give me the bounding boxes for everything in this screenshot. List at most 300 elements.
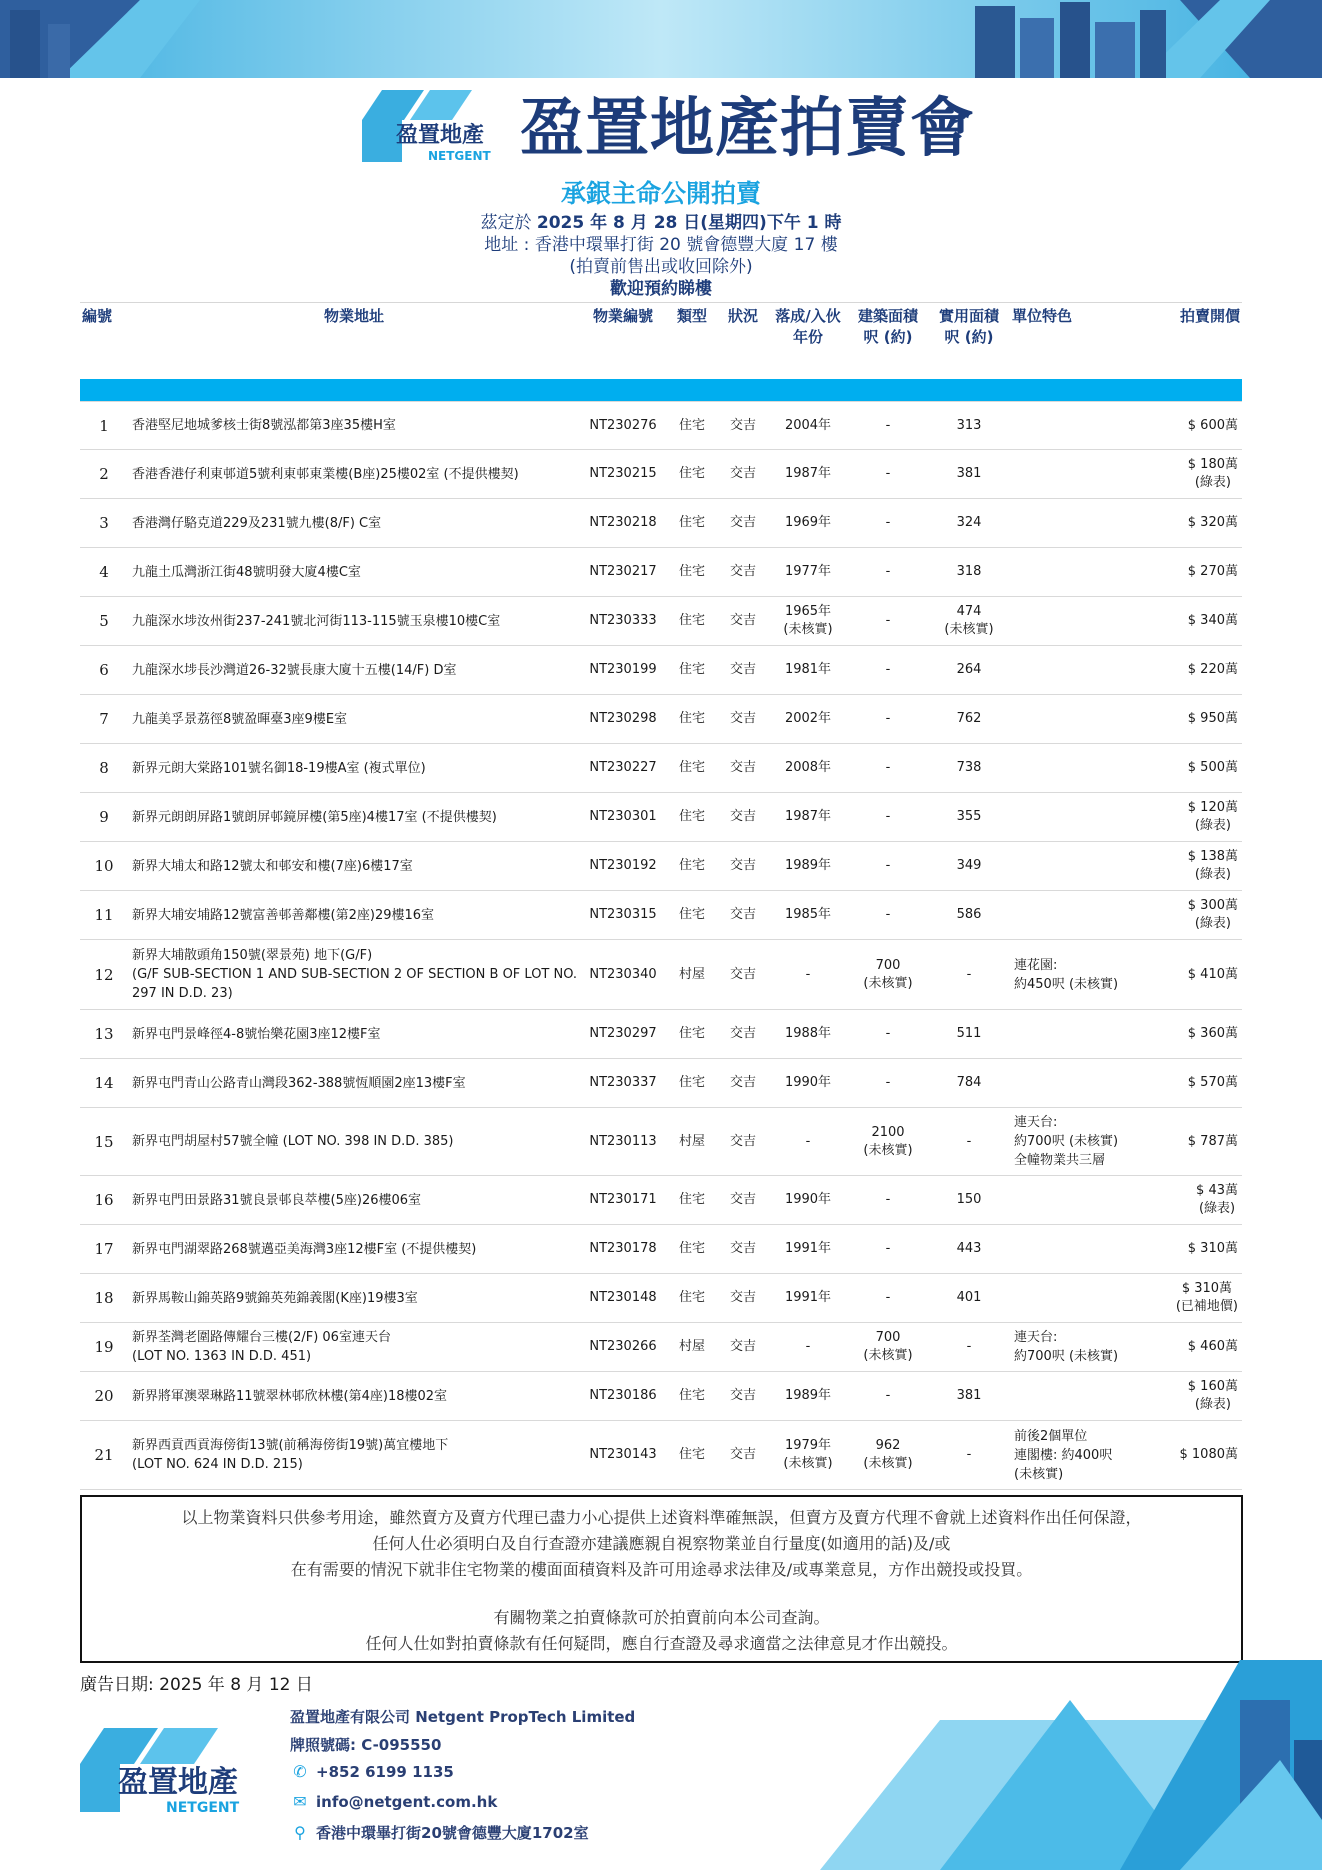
cell-type-text: 住宅	[678, 417, 705, 433]
cell-number	[80, 1225, 128, 1274]
cell-saleable-area-text: 784	[956, 1075, 982, 1090]
cell-gross-area	[848, 793, 928, 842]
cell-status	[718, 499, 768, 548]
cell-address	[128, 793, 580, 842]
cell-number-text: 13	[94, 1025, 114, 1043]
cell-type	[666, 940, 718, 1010]
email-row	[290, 1792, 497, 1811]
cell-year-text: 1990年	[784, 1192, 832, 1207]
cell-status	[718, 744, 768, 793]
cell-type	[666, 1010, 718, 1059]
cell-number-text: 19	[94, 1338, 114, 1356]
cell-address-text: 新界荃灣老圍路傳耀台三樓(2/F) 06室連天台	[132, 1330, 391, 1345]
cell-address	[128, 499, 580, 548]
cell-feature	[1010, 891, 1150, 940]
cell-saleable-area-text: -	[966, 1133, 972, 1149]
cell-address-text: 新界屯門景峰徑4-8號怡樂花園3座12樓F室	[132, 1026, 381, 1042]
cell-feature	[1010, 793, 1150, 842]
cell-price-text: $ 160萬	[1187, 1379, 1238, 1394]
cell-year	[768, 793, 848, 842]
cell-type	[666, 499, 718, 548]
cell-status-text: 交吉	[729, 1339, 756, 1354]
cell-status	[718, 1372, 768, 1421]
cell-price	[1150, 1274, 1242, 1323]
cell-type	[666, 1108, 718, 1176]
cell-gross-area	[848, 1059, 928, 1108]
cell-property-code-text: NT230113	[589, 1133, 657, 1149]
cell-gross-area-text: -	[885, 417, 891, 433]
cell-gross-area	[848, 1372, 928, 1421]
cell-number	[80, 744, 128, 793]
cell-property-code	[580, 940, 666, 1010]
cell-type	[666, 1176, 718, 1225]
cell-price	[1150, 597, 1242, 646]
cell-year-text: 1977年	[784, 564, 832, 579]
phone-icon: ✆	[293, 1762, 307, 1781]
cell-address	[128, 1421, 580, 1490]
cell-year-text: 1991年	[784, 1290, 832, 1305]
cell-price-text: $ 270萬	[1187, 564, 1238, 579]
cell-address-text: 九龍深水埗汝州街237-241號北河街113-115號玉泉樓10樓C室	[132, 613, 501, 629]
cell-year	[768, 744, 848, 793]
auction-date-value: 2025 年 8 月 28 日(星期四)下午 1 時	[536, 213, 842, 233]
table-row	[80, 891, 1242, 940]
cell-year	[768, 1421, 848, 1490]
cell-gross-area-text: 700	[875, 1330, 901, 1345]
table-row	[80, 940, 1242, 1010]
cell-saleable-area	[928, 499, 1010, 548]
cell-type-text: 住宅	[678, 809, 705, 824]
cell-gross-area-text: -	[885, 711, 891, 726]
cell-status	[718, 1274, 768, 1323]
cell-status	[718, 1010, 768, 1059]
cell-type	[666, 1323, 718, 1372]
svg-text:NETGENT: NETGENT	[428, 149, 491, 163]
cell-number	[80, 450, 128, 499]
license-number: 牌照號碼: C-095550	[290, 1736, 442, 1754]
cell-saleable-area-text: 349	[956, 858, 982, 873]
cell-status	[718, 1225, 768, 1274]
cell-number-text: 21	[94, 1446, 114, 1464]
cell-status-text: 交吉	[729, 760, 756, 775]
cell-gross-area-text: 700	[875, 957, 901, 973]
cell-feature	[1010, 842, 1150, 891]
netgent-logo	[362, 90, 494, 166]
cell-saleable-area	[928, 548, 1010, 597]
phone-row	[290, 1762, 454, 1781]
cell-year	[768, 646, 848, 695]
cell-price	[1150, 1421, 1242, 1490]
cell-year	[768, 499, 848, 548]
cell-status	[718, 1108, 768, 1176]
cell-gross-area	[848, 402, 928, 450]
cell-status	[718, 1176, 768, 1225]
cell-type-text: 住宅	[678, 1388, 705, 1403]
cell-gross-area-text: -	[885, 1026, 891, 1041]
cell-feature	[1010, 1176, 1150, 1225]
cell-status	[718, 793, 768, 842]
cell-year-text: 1990年	[784, 1075, 832, 1090]
cell-address	[128, 891, 580, 940]
cell-year	[768, 1323, 848, 1372]
cell-year	[768, 891, 848, 940]
cell-status-text: 交吉	[729, 417, 756, 433]
table-row	[80, 1225, 1242, 1274]
cell-status-text: 交吉	[729, 662, 756, 677]
cell-property-code-text: NT230276	[589, 417, 657, 433]
cell-gross-area-text: -	[885, 1192, 891, 1207]
advertisement-date: 廣告日期: 2025 年 8 月 12 日	[80, 1675, 313, 1695]
table-row	[80, 842, 1242, 891]
cell-property-code-text: NT230217	[589, 564, 657, 579]
cell-type-text: 住宅	[678, 1192, 705, 1207]
table-row	[80, 1010, 1242, 1059]
cell-feature	[1010, 1323, 1150, 1372]
cell-year-text: 2002年	[784, 711, 832, 726]
cell-price-text: $ 600萬	[1187, 417, 1238, 433]
cell-address	[128, 940, 580, 1010]
cell-gross-area-text: -	[885, 515, 891, 530]
cell-saleable-area-text: 511	[956, 1026, 982, 1041]
cell-gross-area-text: -	[885, 809, 891, 824]
cell-price	[1150, 1010, 1242, 1059]
cell-number	[80, 842, 128, 891]
cell-status-text: 交吉	[729, 711, 756, 726]
cell-address-text: 新界馬鞍山錦英路9號錦英苑錦義閣(K座)19樓3室	[132, 1290, 418, 1306]
cell-feature-text: (未核實)	[1014, 1466, 1064, 1482]
cell-number	[80, 646, 128, 695]
table-row	[80, 1176, 1242, 1225]
cell-property-code-text: NT230192	[589, 858, 657, 873]
cell-address	[128, 1108, 580, 1176]
cell-address-text: 九龍土瓜灣浙江街48號明發大廈4樓C室	[132, 564, 361, 580]
col-header-no: 編號	[80, 303, 128, 380]
cell-saleable-area	[928, 1323, 1010, 1372]
cell-price	[1150, 1225, 1242, 1274]
phone-number[interactable]: +852 6199 1135	[316, 1763, 454, 1781]
cell-status	[718, 891, 768, 940]
cell-gross-area	[848, 1108, 928, 1176]
cell-price-text: $ 570萬	[1187, 1075, 1238, 1090]
cell-address-text: 新界元朗大棠路101號名御18-19樓A室 (複式單位)	[132, 760, 426, 776]
cell-property-code-text: NT230148	[589, 1290, 657, 1305]
cell-saleable-area	[928, 891, 1010, 940]
auction-subtitle: 承銀主命公開拍賣	[560, 179, 761, 208]
cell-year	[768, 1274, 848, 1323]
cell-price-text: $ 950萬	[1187, 711, 1238, 726]
cell-saleable-area	[928, 744, 1010, 793]
cell-year-text: 1988年	[784, 1026, 832, 1041]
cell-price-text: $ 500萬	[1187, 760, 1238, 775]
cell-year-text: 1969年	[784, 515, 832, 530]
cell-saleable-area-text: 401	[956, 1290, 982, 1305]
cell-feature	[1010, 1108, 1150, 1176]
table-header-row	[80, 303, 1242, 380]
cell-type	[666, 646, 718, 695]
cell-status	[718, 646, 768, 695]
cell-type	[666, 402, 718, 450]
cell-saleable-area	[928, 793, 1010, 842]
cell-gross-area-text: 2100	[871, 1124, 905, 1140]
cell-address	[128, 450, 580, 499]
cell-price-text: $ 43萬	[1196, 1183, 1238, 1198]
cell-gross-area	[848, 1225, 928, 1274]
cell-status	[718, 1323, 768, 1372]
cell-number	[80, 1421, 128, 1490]
cell-saleable-area	[928, 1108, 1010, 1176]
cell-price	[1150, 646, 1242, 695]
cell-saleable-area-text: 381	[956, 1388, 982, 1403]
cell-type-text: 住宅	[678, 760, 705, 775]
disclaimer-line: 有關物業之拍賣條款可於拍賣前向本公司查詢。	[493, 1608, 830, 1627]
cell-price	[1150, 402, 1242, 450]
cell-gross-area-text: -	[885, 662, 891, 677]
cell-saleable-area-text: 586	[956, 907, 982, 922]
cell-feature	[1010, 744, 1150, 793]
cell-type	[666, 1225, 718, 1274]
cell-gross-area	[848, 1274, 928, 1323]
cell-feature-text: 約700呎 (未核實)	[1014, 1349, 1119, 1364]
table-row	[80, 1274, 1242, 1323]
cell-property-code	[580, 402, 666, 450]
cell-gross-area	[848, 597, 928, 646]
cell-type	[666, 744, 718, 793]
cell-gross-area	[848, 646, 928, 695]
cell-type-text: 住宅	[678, 1290, 705, 1305]
table-row	[80, 1059, 1242, 1108]
cell-address	[128, 548, 580, 597]
cell-type-text: 住宅	[678, 907, 705, 922]
cell-price	[1150, 842, 1242, 891]
cell-type-text: 住宅	[678, 466, 705, 481]
cell-gross-area-text: (未核實)	[863, 1348, 913, 1363]
cell-price	[1150, 940, 1242, 1010]
cell-saleable-area-text: 381	[956, 466, 982, 481]
cell-property-code	[580, 450, 666, 499]
table-row	[80, 450, 1242, 499]
cell-saleable-area	[928, 1059, 1010, 1108]
cell-price-text: (已補地價)	[1175, 1299, 1238, 1314]
disclaimer-box	[80, 1495, 1243, 1663]
table-row	[80, 1323, 1242, 1372]
cell-type	[666, 793, 718, 842]
cell-property-code	[580, 891, 666, 940]
cell-year-text: 1979年	[784, 1438, 832, 1453]
cell-address-text: 香港堅尼地城爹核士街8號泓都第3座35樓H室	[132, 418, 396, 433]
cell-type-text: 住宅	[678, 858, 705, 873]
cell-gross-area-text: -	[885, 1388, 891, 1403]
table-row	[80, 1372, 1242, 1421]
top-banner	[0, 0, 1322, 78]
cell-year-text: 1985年	[784, 907, 832, 922]
cell-address-text: 香港香港仔利東邨道5號利東邨東業樓(B座)25樓02室 (不提供樓契)	[132, 466, 519, 482]
cell-gross-area	[848, 1176, 928, 1225]
cell-year	[768, 695, 848, 744]
address-row	[290, 1822, 589, 1843]
cell-status	[718, 1421, 768, 1490]
cell-gross-area-text: -	[885, 613, 891, 628]
cell-address	[128, 744, 580, 793]
cell-gross-area-text: -	[885, 1290, 891, 1305]
cell-address	[128, 1372, 580, 1421]
table-row	[80, 646, 1242, 695]
cell-address	[128, 1323, 580, 1372]
cell-price	[1150, 548, 1242, 597]
cell-price-text: $ 138萬	[1187, 849, 1238, 864]
cell-status-text: 交吉	[729, 613, 756, 628]
cell-address-text: 新界元朗朗屏路1號朗屏邨鏡屏樓(第5座)4樓17室 (不提供樓契)	[132, 809, 497, 825]
cell-year	[768, 940, 848, 1010]
cell-number	[80, 499, 128, 548]
table-row	[80, 695, 1242, 744]
cell-gross-area-text: -	[885, 1241, 891, 1256]
col-header-year: 落成/入伙 年份	[768, 303, 848, 380]
cell-type	[666, 1421, 718, 1490]
cell-type-text: 村屋	[678, 966, 705, 982]
cell-property-code	[580, 1176, 666, 1225]
cell-gross-area-text: (未核實)	[863, 975, 913, 991]
cell-price	[1150, 744, 1242, 793]
cell-gross-area	[848, 1010, 928, 1059]
cell-number-text: 1	[99, 416, 109, 435]
cell-status	[718, 940, 768, 1010]
email-link[interactable]: info@netgent.com.hk	[316, 1793, 498, 1811]
cell-address	[128, 646, 580, 695]
cell-saleable-area	[928, 842, 1010, 891]
cell-saleable-area-text: 474	[956, 604, 982, 619]
cell-property-code-text: NT230266	[589, 1339, 657, 1354]
cell-status-text: 交吉	[729, 1447, 756, 1462]
cell-property-code	[580, 1108, 666, 1176]
cell-number	[80, 597, 128, 646]
cell-year	[768, 1225, 848, 1274]
cell-status-text: 交吉	[729, 907, 756, 922]
cell-type	[666, 450, 718, 499]
cell-gross-area	[848, 842, 928, 891]
cell-number	[80, 1176, 128, 1225]
auction-date-prefix: 茲定於	[480, 213, 532, 233]
cell-property-code	[580, 646, 666, 695]
cell-year-text: 1987年	[784, 809, 832, 824]
cell-gross-area	[848, 548, 928, 597]
disclaimer-line: 任何人仕如對拍賣條款有任何疑問，應自行查證及尋求適當之法律意見才作出競投。	[365, 1634, 958, 1653]
cell-price	[1150, 1323, 1242, 1372]
cell-address	[128, 842, 580, 891]
cell-address-text: 新界屯門田景路31號良景邨良萃樓(5座)26樓06室	[132, 1192, 422, 1208]
cell-address-text: 新界屯門胡屋村57號全幢 (LOT NO. 398 IN D.D. 385)	[132, 1134, 454, 1149]
cell-property-code	[580, 842, 666, 891]
cell-address	[128, 1176, 580, 1225]
cell-number	[80, 1059, 128, 1108]
cell-price-text: (綠表)	[1194, 475, 1231, 490]
cell-price	[1150, 1059, 1242, 1108]
cell-price-text: $ 310萬	[1181, 1281, 1233, 1296]
cell-number-text: 20	[94, 1387, 114, 1405]
col-header-status: 狀況	[718, 303, 768, 380]
cell-address	[128, 597, 580, 646]
cell-status-text: 交吉	[729, 515, 756, 530]
cell-gross-area	[848, 744, 928, 793]
cell-type-text: 住宅	[678, 1241, 705, 1256]
accent-bar	[80, 379, 1242, 402]
cell-price-text: $ 300萬	[1187, 898, 1238, 913]
cell-year-text: 1987年	[784, 466, 832, 481]
table-row	[80, 548, 1242, 597]
cell-status-text: 交吉	[729, 809, 756, 824]
cell-type	[666, 842, 718, 891]
col-header-type: 類型	[666, 303, 718, 380]
cell-saleable-area	[928, 1010, 1010, 1059]
cell-feature-text: 連天台:	[1014, 1330, 1058, 1345]
cell-year-text: (未核實)	[783, 622, 833, 637]
property-table	[80, 302, 1242, 1490]
cell-gross-area	[848, 499, 928, 548]
cell-feature	[1010, 1421, 1150, 1490]
cell-address-text: 香港灣仔駱克道229及231號九樓(8/F) C室	[132, 515, 382, 531]
cell-year-text: -	[805, 1133, 811, 1149]
cell-saleable-area	[928, 646, 1010, 695]
cell-feature	[1010, 695, 1150, 744]
cell-property-code-text: NT230186	[589, 1388, 657, 1403]
col-header-address: 物業地址	[128, 303, 580, 380]
cell-address	[128, 1225, 580, 1274]
cell-feature	[1010, 646, 1150, 695]
cell-gross-area	[848, 695, 928, 744]
cell-address-text: (LOT NO. 1363 IN D.D. 451)	[132, 1349, 312, 1364]
cell-price-text: (綠表)	[1194, 867, 1231, 882]
cell-status-text: 交吉	[729, 1133, 756, 1149]
cell-status-text: 交吉	[729, 1075, 756, 1090]
cell-price-text: $ 320萬	[1187, 515, 1238, 530]
cell-address-text: 新界西貢西貢海傍街13號(前稱海傍街19號)萬宜樓地下	[132, 1438, 449, 1453]
cell-price	[1150, 793, 1242, 842]
cell-type	[666, 1059, 718, 1108]
cell-year-text: 1981年	[784, 662, 832, 677]
cell-property-code-text: NT230143	[589, 1447, 657, 1462]
cell-price	[1150, 695, 1242, 744]
cell-property-code	[580, 597, 666, 646]
cell-price-text: (綠表)	[1194, 916, 1231, 931]
cell-saleable-area	[928, 450, 1010, 499]
table-row	[80, 793, 1242, 842]
cell-saleable-area-text: 313	[956, 417, 982, 433]
svg-text:盈置地產: 盈置地產	[396, 123, 485, 148]
cell-feature	[1010, 1372, 1150, 1421]
company-name: 盈置地產有限公司 Netgent PropTech Limited	[290, 1708, 636, 1726]
cell-property-code-text: NT230227	[589, 760, 657, 775]
cell-number-text: 16	[94, 1191, 114, 1209]
table-row	[80, 402, 1242, 450]
cell-number	[80, 1323, 128, 1372]
cell-price-text: $ 787萬	[1187, 1133, 1238, 1149]
cell-address-text: 九龍深水埗長沙灣道26-32號長康大廈十五樓(14/F) D室	[132, 662, 457, 678]
cell-address	[128, 402, 580, 450]
cell-gross-area-text: (未核實)	[863, 1456, 913, 1471]
cell-gross-area	[848, 891, 928, 940]
cell-year	[768, 548, 848, 597]
table-row	[80, 1108, 1242, 1176]
cell-feature-text: 全幢物業共三層	[1014, 1153, 1106, 1168]
cell-property-code	[580, 1274, 666, 1323]
cell-status-text: 交吉	[729, 966, 756, 982]
cell-gross-area-text: -	[885, 466, 891, 481]
cell-number-text: 18	[94, 1289, 114, 1307]
cell-type	[666, 1372, 718, 1421]
cell-gross-area	[848, 940, 928, 1010]
page-title: 盈置地產拍賣會	[520, 92, 975, 166]
cell-status	[718, 450, 768, 499]
cell-address-text: 新界大埔太和路12號太和邨安和樓(7座)6樓17室	[132, 858, 413, 874]
